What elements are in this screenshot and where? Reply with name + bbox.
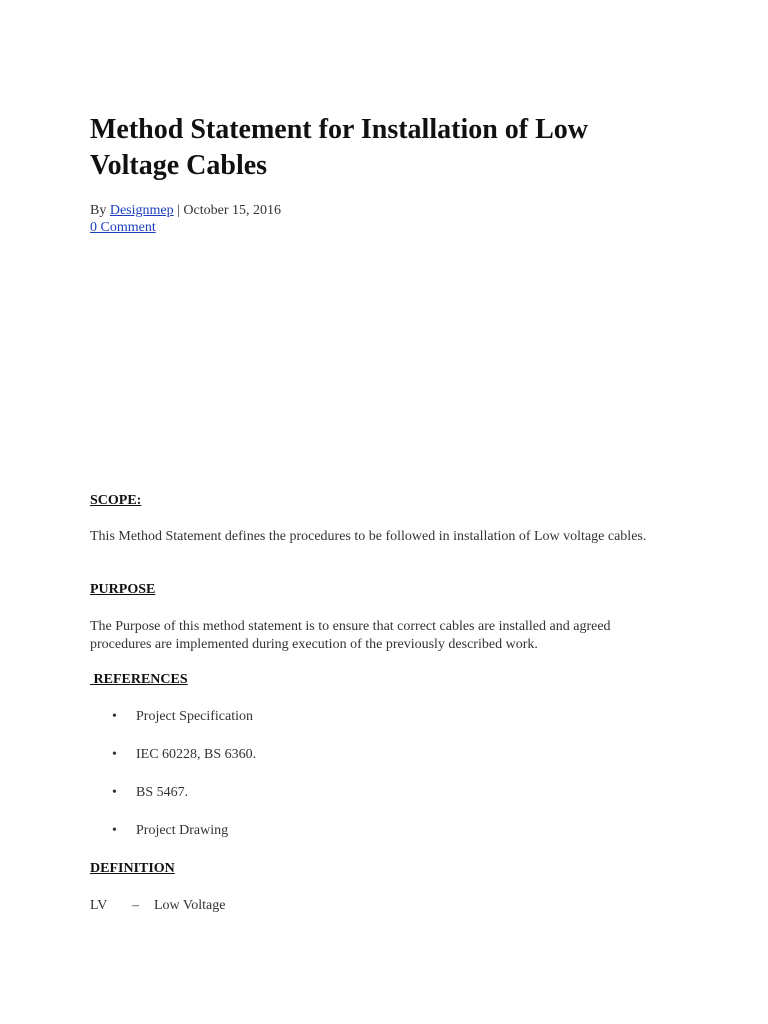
author-link[interactable]: Designmep: [109, 203, 174, 218]
page-title: Method Statement for Installation of Low Voltage Cables: [90, 114, 589, 181]
scope-text: This Method Statement defines the procedures to be followed in installation of Low voltage cables.: [90, 529, 647, 544]
reference-text: IEC 60228, BS 6360.: [136, 747, 257, 762]
purpose-text: The Purpose of this method statement is to ensure that correct cables are installed and agreed procedures are implemented during execution of the previously described work.: [90, 619, 611, 652]
bullet-icon: •: [112, 709, 117, 724]
byline: [90, 202, 281, 220]
publish-date: October 15, 2016: [183, 203, 282, 218]
byline-by: By: [90, 203, 107, 218]
bullet-icon: •: [112, 823, 117, 838]
definition-meaning: Low Voltage: [154, 898, 226, 913]
comment-count-link[interactable]: 0 Comment: [90, 220, 156, 235]
reference-text: BS 5467.: [136, 785, 189, 800]
scope-heading: SCOPE:: [90, 493, 142, 508]
bullet-icon: •: [112, 747, 117, 762]
byline-separator: |: [177, 203, 180, 218]
definition-heading: DEFINITION: [90, 861, 175, 876]
bullet-icon: •: [112, 785, 117, 800]
reference-text: Project Drawing: [136, 823, 229, 838]
definition-term: LV: [90, 898, 108, 913]
definition-dash: –: [132, 898, 139, 913]
references-heading: REFERENCES: [90, 672, 188, 687]
reference-text: Project Specification: [136, 709, 254, 724]
purpose-heading: PURPOSE: [90, 582, 156, 597]
